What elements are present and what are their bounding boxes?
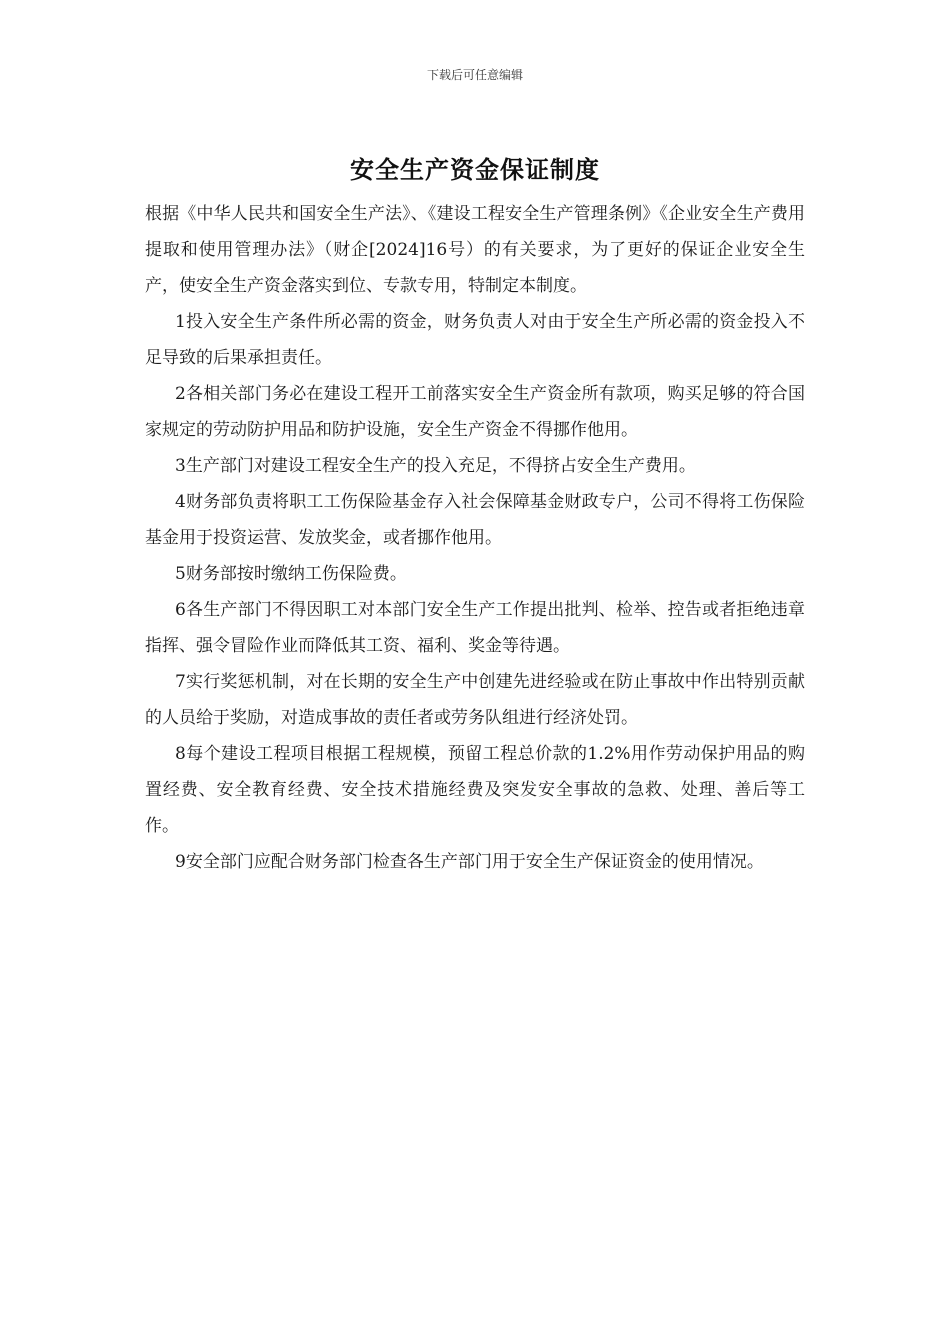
clause-paragraph-7: 7实行奖惩机制，对在长期的安全生产中创建先进经验或在防止事故中作出特别贡献的人员给于奖励，对造成事故的责任者或劳务队组进行经济处罚。 (145, 672, 805, 728)
clause-paragraph-8: 8每个建设工程项目根据工程规模，预留工程总价款的1.2%用作劳动保护用品的购置经费、安全教育经费、安全技术措施经费及突发安全事故的急救、处理、善后等工作。 (145, 744, 805, 836)
clause-paragraph-2: 2各相关部门务必在建设工程开工前落实安全生产资金所有款项，购买足够的符合国家规定的劳动防护用品和防护设施，安全生产资金不得挪作他用。 (145, 384, 805, 440)
page-header-note: 下载后可任意编辑 (426, 68, 523, 82)
document-title: 安全生产资金保证制度 (350, 156, 600, 184)
clause-paragraph-5: 5财务部按时缴纳工伤保险费。 (175, 564, 407, 584)
document-body (145, 196, 805, 880)
clause-paragraph-3: 3生产部门对建设工程安全生产的投入充足，不得挤占安全生产费用。 (175, 456, 696, 476)
clause-paragraph-9: 9安全部门应配合财务部门检查各生产部门用于安全生产保证资金的使用情况。 (175, 852, 764, 872)
intro-paragraph: 根据《中华人民共和国安全生产法》、《建设工程安全生产管理条例》《企业安全生产费用提取和使用管理办法》（财企[2024]16号）的有关要求，为了更好的保证企业安全生产，使安全生产资金落实到位、专款专用，特制定本制度。 (145, 204, 805, 296)
clause-paragraph-4: 4财务部负责将职工工伤保险基金存入社会保障基金财政专户，公司不得将工伤保险基金用于投资运营、发放奖金，或者挪作他用。 (145, 492, 805, 548)
clause-paragraph-6: 6各生产部门不得因职工对本部门安全生产工作提出批判、检举、控告或者拒绝违章指挥、强令冒险作业而降低其工资、福利、奖金等待遇。 (145, 600, 805, 656)
clause-paragraph-1: 1投入安全生产条件所必需的资金，财务负责人对由于安全生产所必需的资金投入不足导致的后果承担责任。 (145, 312, 805, 368)
